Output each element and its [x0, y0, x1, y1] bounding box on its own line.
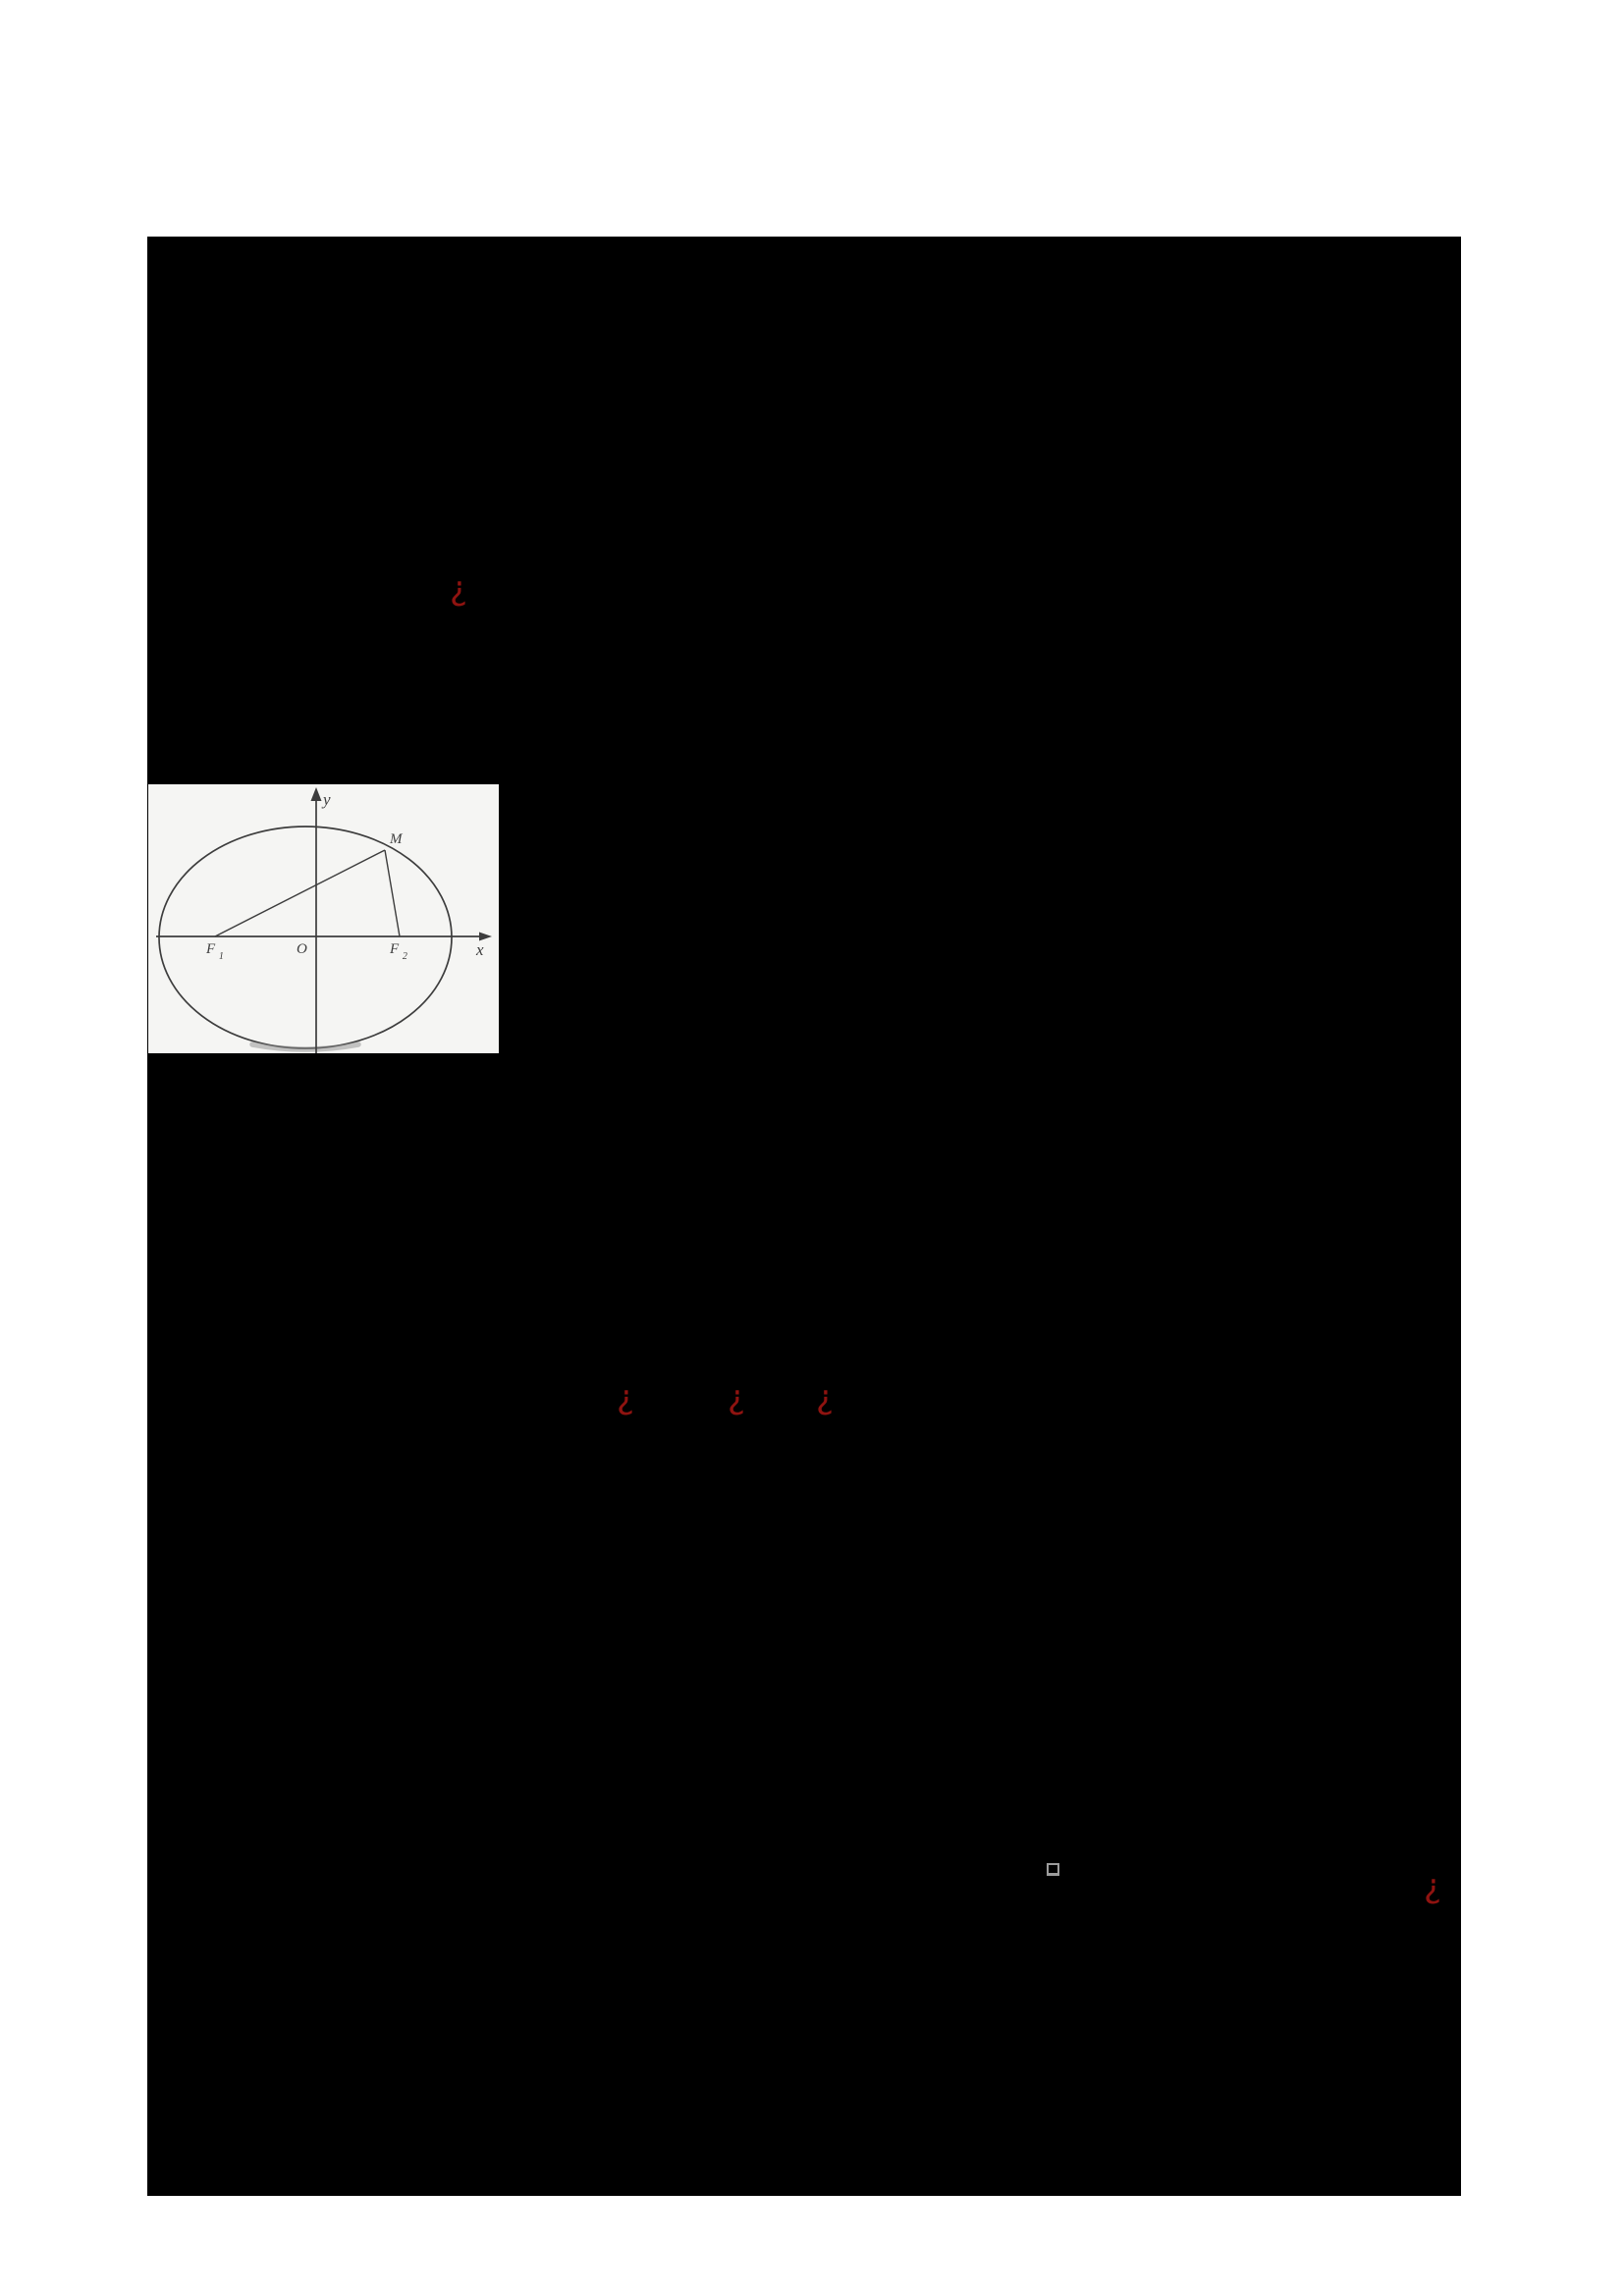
focus2-label-base: F: [390, 941, 400, 957]
focus2-label-subscript: 2: [402, 951, 407, 962]
formula-placeholder-1: ¿: [450, 569, 468, 609]
ellipse-figure: [148, 784, 499, 1053]
formula-placeholder-3: ¿: [728, 1378, 746, 1417]
formula-placeholder-5: ¿: [1424, 1867, 1442, 1906]
x-axis-label: x: [476, 940, 484, 959]
page-black-background: [147, 237, 1461, 2196]
focus1-label-subscript: 1: [218, 951, 224, 962]
ellipse-curve: [159, 827, 452, 1048]
line-f1-to-m: [215, 850, 385, 936]
ellipse-figure-svg: [148, 784, 499, 1053]
y-axis-arrowhead: [311, 787, 322, 801]
scan-smudge: [252, 1044, 358, 1049]
formula-placeholder-4: ¿: [816, 1378, 835, 1417]
line-m-to-f2: [385, 850, 400, 936]
formula-placeholder-2: ¿: [617, 1378, 635, 1417]
missing-glyph-square: [1047, 1863, 1059, 1876]
point-m-label: M: [390, 831, 403, 847]
origin-label: O: [297, 941, 307, 957]
focus1-label: [205, 941, 224, 962]
y-axis-label: y: [323, 790, 331, 809]
focus1-label-base: F: [206, 941, 216, 957]
focus2-label: [389, 941, 407, 962]
